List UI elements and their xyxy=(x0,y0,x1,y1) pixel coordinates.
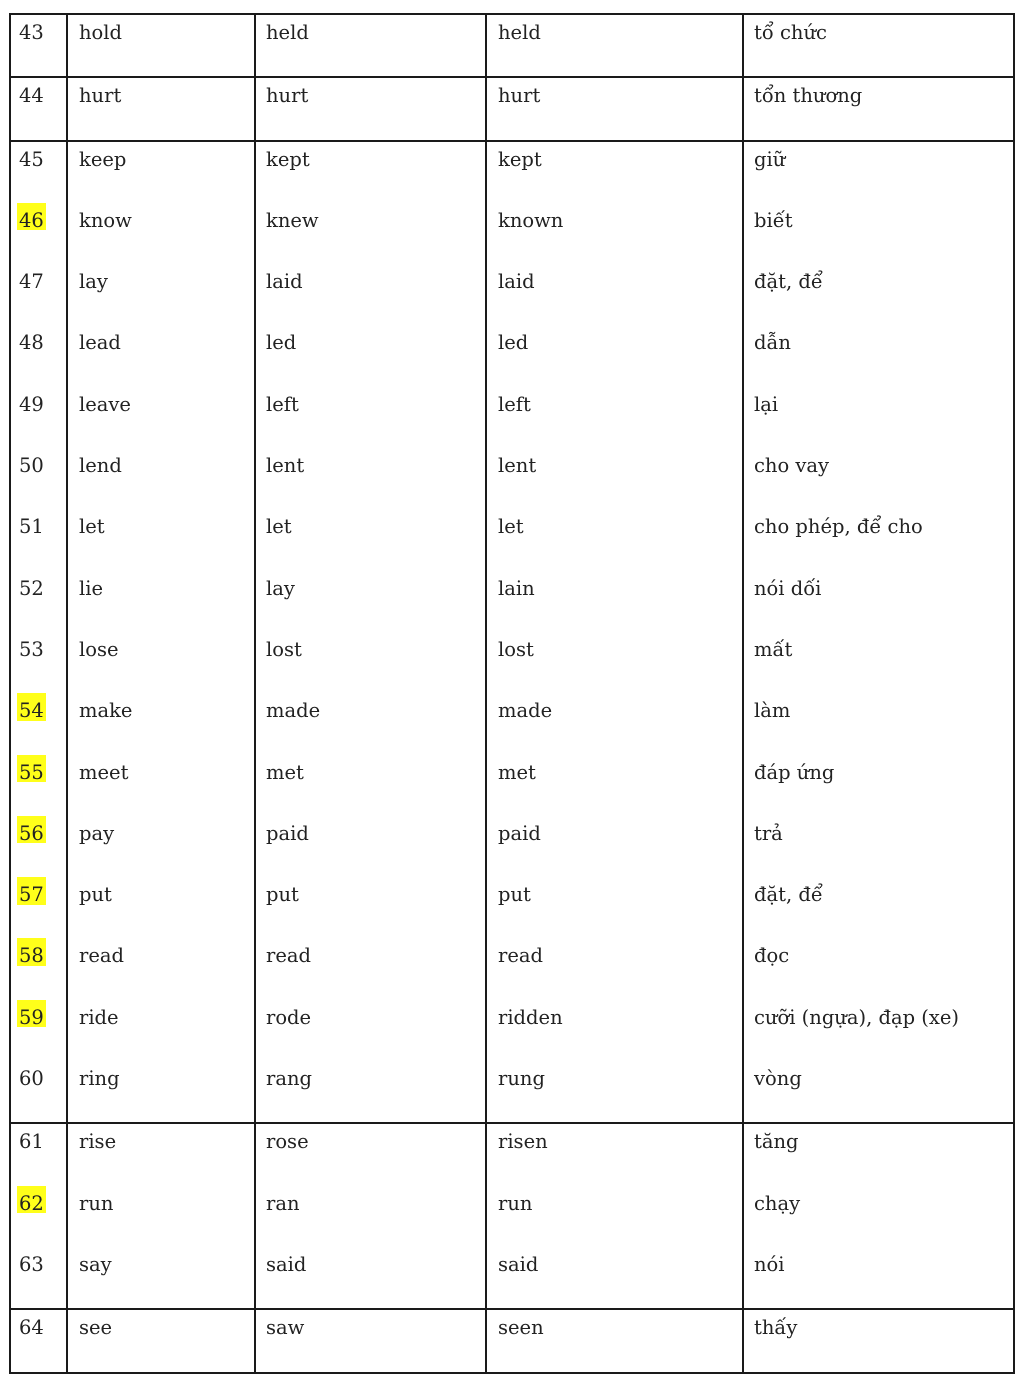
past-simple-text: let xyxy=(266,515,292,539)
past-simple-cell xyxy=(255,387,486,448)
past-simple-cell xyxy=(255,14,486,77)
table-row xyxy=(10,325,1014,386)
meaning-cell xyxy=(743,203,1014,264)
past-simple-text: saw xyxy=(266,1316,305,1340)
base-form-cell xyxy=(67,1000,255,1061)
base-form-text: keep xyxy=(79,147,127,171)
meaning-text: nói xyxy=(754,1252,785,1276)
base-form-cell xyxy=(67,877,255,938)
meaning-cell xyxy=(743,14,1014,77)
base-form-text: say xyxy=(79,1252,112,1276)
past-participle-cell xyxy=(486,387,743,448)
meaning-cell xyxy=(743,938,1014,999)
row-number-text: 45 xyxy=(19,147,44,171)
base-form-text: hold xyxy=(79,21,123,44)
row-number-cell xyxy=(10,203,67,264)
past-simple-text: rode xyxy=(266,1005,312,1029)
past-simple-cell xyxy=(255,1123,486,1185)
meaning-text: vòng xyxy=(754,1067,802,1091)
meaning-cell xyxy=(743,141,1014,203)
base-form-cell xyxy=(67,264,255,325)
past-participle-text: lent xyxy=(498,454,537,478)
past-simple-cell xyxy=(255,816,486,877)
base-form-text: leave xyxy=(79,392,131,416)
row-number-text: 57 xyxy=(17,877,46,905)
past-participle-text: read xyxy=(498,944,543,968)
past-simple-text: ran xyxy=(266,1191,300,1215)
row-number-cell xyxy=(10,509,67,570)
table-row xyxy=(10,1123,1014,1185)
table-row xyxy=(10,509,1014,570)
base-form-text: run xyxy=(79,1191,114,1215)
past-participle-cell xyxy=(486,816,743,877)
past-simple-cell xyxy=(255,1186,486,1247)
past-participle-text: known xyxy=(498,208,564,232)
past-participle-cell xyxy=(486,877,743,938)
past-simple-text: led xyxy=(266,331,297,355)
base-form-cell xyxy=(67,1061,255,1123)
row-number-text: 55 xyxy=(17,755,46,783)
base-form-text: rise xyxy=(79,1130,117,1154)
base-form-text: lose xyxy=(79,637,119,661)
meaning-text: chạy xyxy=(754,1191,801,1215)
past-participle-text: said xyxy=(498,1252,539,1276)
past-simple-cell xyxy=(255,203,486,264)
row-number-cell xyxy=(10,755,67,816)
base-form-text: ride xyxy=(79,1005,119,1029)
meaning-text: dẫn xyxy=(754,331,791,355)
past-simple-cell xyxy=(255,693,486,754)
row-number-text: 59 xyxy=(17,1000,46,1028)
row-number-text: 54 xyxy=(17,693,46,721)
table-row xyxy=(10,1247,1014,1309)
meaning-text: mất xyxy=(754,637,793,661)
irregular-verbs-table-body xyxy=(10,14,1014,1373)
base-form-text: know xyxy=(79,208,132,232)
meaning-cell xyxy=(743,1247,1014,1309)
past-simple-cell xyxy=(255,509,486,570)
table-row xyxy=(10,1000,1014,1061)
meaning-cell xyxy=(743,509,1014,570)
row-number-text: 43 xyxy=(19,21,44,44)
base-form-text: hurt xyxy=(79,84,122,108)
past-simple-text: knew xyxy=(266,208,319,232)
row-number-cell xyxy=(10,141,67,203)
base-form-cell xyxy=(67,509,255,570)
past-simple-text: made xyxy=(266,699,321,723)
meaning-cell xyxy=(743,1123,1014,1185)
row-number-cell xyxy=(10,448,67,509)
meaning-cell xyxy=(743,264,1014,325)
base-form-cell xyxy=(67,755,255,816)
base-form-text: let xyxy=(79,515,105,539)
meaning-text: làm xyxy=(754,699,791,723)
base-form-text: ring xyxy=(79,1067,120,1091)
past-participle-cell xyxy=(486,141,743,203)
meaning-text: cưỡi (ngựa), đạp (xe) xyxy=(754,1005,960,1029)
meaning-text: đặt, để xyxy=(754,883,823,907)
table-row xyxy=(10,938,1014,999)
past-participle-text: laid xyxy=(498,270,535,294)
meaning-cell xyxy=(743,1061,1014,1123)
row-number-cell xyxy=(10,571,67,632)
row-number-text: 56 xyxy=(17,816,46,844)
table-row xyxy=(10,755,1014,816)
past-participle-text: risen xyxy=(498,1130,548,1154)
past-simple-text: hurt xyxy=(266,84,309,108)
past-participle-text: lain xyxy=(498,576,535,600)
meaning-cell xyxy=(743,693,1014,754)
row-number-cell xyxy=(10,816,67,877)
base-form-cell xyxy=(67,693,255,754)
table-row xyxy=(10,14,1014,77)
past-participle-cell xyxy=(486,203,743,264)
meaning-text: thấy xyxy=(754,1316,798,1340)
past-simple-cell xyxy=(255,632,486,693)
row-number-cell xyxy=(10,77,67,140)
base-form-cell xyxy=(67,571,255,632)
row-number-text: 49 xyxy=(19,392,44,416)
past-simple-cell xyxy=(255,77,486,140)
base-form-cell xyxy=(67,1247,255,1309)
table-row xyxy=(10,571,1014,632)
meaning-text: tổ chức xyxy=(754,21,827,44)
meaning-cell xyxy=(743,77,1014,140)
table-row xyxy=(10,77,1014,140)
past-participle-text: made xyxy=(498,699,553,723)
past-simple-text: rang xyxy=(266,1067,312,1091)
past-simple-text: left xyxy=(266,392,299,416)
past-simple-cell xyxy=(255,877,486,938)
base-form-cell xyxy=(67,1309,255,1372)
past-participle-text: paid xyxy=(498,821,541,845)
row-number-cell xyxy=(10,1247,67,1309)
base-form-cell xyxy=(67,1186,255,1247)
past-participle-cell xyxy=(486,632,743,693)
row-number-cell xyxy=(10,325,67,386)
past-simple-cell xyxy=(255,325,486,386)
past-simple-text: paid xyxy=(266,821,309,845)
table-row xyxy=(10,1186,1014,1247)
row-number-cell xyxy=(10,1000,67,1061)
row-number-cell xyxy=(10,1186,67,1247)
past-participle-text: let xyxy=(498,515,524,539)
row-number-text: 60 xyxy=(19,1067,44,1091)
table-row xyxy=(10,264,1014,325)
base-form-text: read xyxy=(79,944,124,968)
meaning-text: biết xyxy=(754,208,793,232)
table-row xyxy=(10,877,1014,938)
row-number-cell xyxy=(10,14,67,77)
row-number-cell xyxy=(10,938,67,999)
past-simple-text: lent xyxy=(266,454,305,478)
meaning-text: lại xyxy=(754,392,779,416)
past-participle-text: left xyxy=(498,392,531,416)
base-form-text: lay xyxy=(79,270,108,294)
past-participle-cell xyxy=(486,755,743,816)
base-form-cell xyxy=(67,1123,255,1185)
base-form-text: put xyxy=(79,883,112,907)
past-participle-cell xyxy=(486,77,743,140)
table-row xyxy=(10,448,1014,509)
past-participle-cell xyxy=(486,571,743,632)
base-form-text: meet xyxy=(79,760,129,784)
base-form-text: pay xyxy=(79,821,115,845)
row-number-text: 58 xyxy=(17,938,46,966)
past-simple-text: held xyxy=(266,21,309,44)
meaning-text: cho vay xyxy=(754,454,830,478)
meaning-text: tổn thương xyxy=(754,84,863,108)
table-row xyxy=(10,1061,1014,1123)
past-participle-cell xyxy=(486,1247,743,1309)
past-participle-text: rung xyxy=(498,1067,545,1091)
past-simple-cell xyxy=(255,571,486,632)
row-number-cell xyxy=(10,387,67,448)
table-row xyxy=(10,693,1014,754)
meaning-text: cho phép, để cho xyxy=(754,515,923,539)
meaning-cell xyxy=(743,1186,1014,1247)
row-number-cell xyxy=(10,693,67,754)
table-row xyxy=(10,387,1014,448)
past-simple-text: put xyxy=(266,883,299,907)
meaning-cell xyxy=(743,755,1014,816)
row-number-text: 53 xyxy=(19,637,44,661)
meaning-cell xyxy=(743,387,1014,448)
meaning-text: trả xyxy=(754,821,783,845)
table-row xyxy=(10,816,1014,877)
past-participle-cell xyxy=(486,325,743,386)
meaning-text: tăng xyxy=(754,1130,799,1154)
past-participle-cell xyxy=(486,448,743,509)
base-form-cell xyxy=(67,325,255,386)
meaning-cell xyxy=(743,325,1014,386)
past-participle-text: run xyxy=(498,1191,533,1215)
past-participle-text: ridden xyxy=(498,1005,563,1029)
past-simple-cell xyxy=(255,1061,486,1123)
base-form-cell xyxy=(67,938,255,999)
row-number-text: 50 xyxy=(19,454,44,478)
past-participle-text: kept xyxy=(498,147,542,171)
past-participle-cell xyxy=(486,938,743,999)
row-number-text: 46 xyxy=(17,203,46,231)
row-number-text: 44 xyxy=(19,84,44,108)
past-simple-cell xyxy=(255,1309,486,1372)
past-simple-text: read xyxy=(266,944,311,968)
meaning-text: đáp ứng xyxy=(754,760,835,784)
past-simple-cell xyxy=(255,1247,486,1309)
past-participle-text: held xyxy=(498,21,541,44)
meaning-cell xyxy=(743,448,1014,509)
row-number-cell xyxy=(10,264,67,325)
meaning-cell xyxy=(743,632,1014,693)
past-simple-text: rose xyxy=(266,1130,309,1154)
base-form-text: lie xyxy=(79,576,104,600)
base-form-cell xyxy=(67,632,255,693)
past-participle-text: lost xyxy=(498,637,534,661)
meaning-cell xyxy=(743,816,1014,877)
table-row xyxy=(10,203,1014,264)
row-number-cell xyxy=(10,1061,67,1123)
past-simple-text: laid xyxy=(266,270,303,294)
row-number-text: 63 xyxy=(19,1252,44,1276)
meaning-cell xyxy=(743,1309,1014,1372)
past-participle-text: led xyxy=(498,331,529,355)
past-simple-text: met xyxy=(266,760,304,784)
meaning-text: đặt, để xyxy=(754,270,823,294)
past-simple-cell xyxy=(255,755,486,816)
row-number-text: 47 xyxy=(19,270,44,294)
meaning-text: giữ xyxy=(754,147,786,171)
table-row xyxy=(10,632,1014,693)
row-number-text: 52 xyxy=(19,576,44,600)
base-form-text: make xyxy=(79,699,133,723)
past-participle-text: met xyxy=(498,760,536,784)
row-number-cell xyxy=(10,632,67,693)
past-participle-cell xyxy=(486,1186,743,1247)
past-simple-cell xyxy=(255,448,486,509)
past-simple-text: said xyxy=(266,1252,307,1276)
past-participle-cell xyxy=(486,14,743,77)
base-form-cell xyxy=(67,816,255,877)
base-form-cell xyxy=(67,387,255,448)
base-form-text: lend xyxy=(79,454,122,478)
meaning-text: nói dối xyxy=(754,576,822,600)
past-participle-cell xyxy=(486,264,743,325)
base-form-text: lead xyxy=(79,331,121,355)
row-number-cell xyxy=(10,877,67,938)
past-simple-cell xyxy=(255,1000,486,1061)
past-simple-text: lay xyxy=(266,576,295,600)
base-form-cell xyxy=(67,14,255,77)
irregular-verbs-table xyxy=(9,13,1015,1374)
past-simple-text: lost xyxy=(266,637,302,661)
past-participle-text: seen xyxy=(498,1316,544,1340)
past-simple-cell xyxy=(255,141,486,203)
past-participle-cell xyxy=(486,1000,743,1061)
base-form-cell xyxy=(67,203,255,264)
past-participle-text: put xyxy=(498,883,531,907)
row-number-text: 64 xyxy=(19,1316,44,1340)
table-row xyxy=(10,141,1014,203)
meaning-cell xyxy=(743,877,1014,938)
row-number-text: 48 xyxy=(19,331,44,355)
row-number-cell xyxy=(10,1123,67,1185)
past-participle-text: hurt xyxy=(498,84,541,108)
past-simple-cell xyxy=(255,264,486,325)
meaning-text: đọc xyxy=(754,944,790,968)
past-participle-cell xyxy=(486,1061,743,1123)
past-participle-cell xyxy=(486,693,743,754)
row-number-cell xyxy=(10,1309,67,1372)
base-form-text: see xyxy=(79,1316,113,1340)
meaning-cell xyxy=(743,571,1014,632)
base-form-cell xyxy=(67,77,255,140)
past-participle-cell xyxy=(486,509,743,570)
row-number-text: 62 xyxy=(17,1186,46,1214)
table-row xyxy=(10,1309,1014,1372)
past-participle-cell xyxy=(486,1123,743,1185)
base-form-cell xyxy=(67,448,255,509)
row-number-text: 61 xyxy=(19,1130,44,1154)
past-simple-text: kept xyxy=(266,147,310,171)
past-simple-cell xyxy=(255,938,486,999)
past-participle-cell xyxy=(486,1309,743,1372)
row-number-text: 51 xyxy=(19,515,44,539)
meaning-cell xyxy=(743,1000,1014,1061)
base-form-cell xyxy=(67,141,255,203)
